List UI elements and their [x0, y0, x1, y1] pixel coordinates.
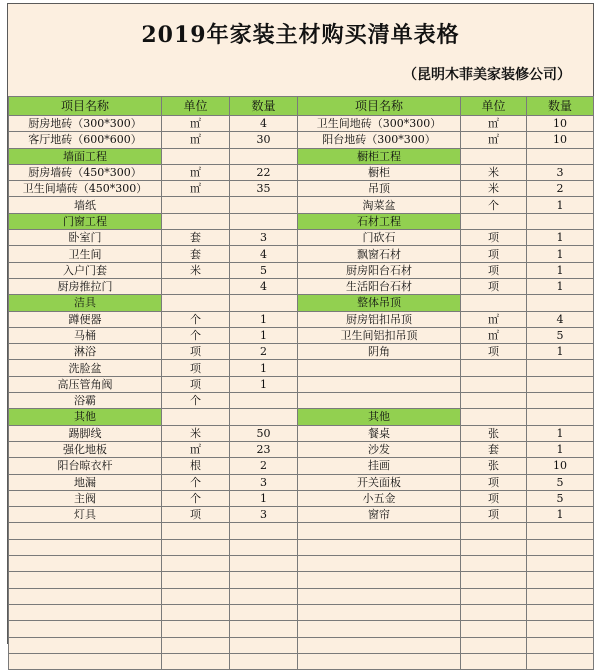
- table-cell[interactable]: 卫生间地砖（300*300）: [298, 116, 461, 132]
- table-cell[interactable]: 厨房地砖（300*300）: [9, 116, 162, 132]
- table-cell[interactable]: [527, 213, 594, 229]
- table-cell[interactable]: [162, 637, 230, 653]
- table-cell[interactable]: [461, 360, 527, 376]
- table-cell[interactable]: 吊顶: [298, 181, 461, 197]
- table-cell[interactable]: 沙发: [298, 441, 461, 457]
- table-row: [9, 507, 594, 523]
- table-row: [9, 409, 594, 425]
- table-row: [9, 311, 594, 327]
- table-cell[interactable]: 米: [162, 425, 230, 441]
- table-row: [9, 653, 594, 669]
- table-cell[interactable]: 卫生间铝扣吊顶: [298, 327, 461, 343]
- table-row: [9, 132, 594, 148]
- table-cell[interactable]: [461, 393, 527, 409]
- table-cell[interactable]: [298, 376, 461, 392]
- table-cell[interactable]: [298, 556, 461, 572]
- table-cell[interactable]: 1: [527, 507, 594, 523]
- table-cell[interactable]: 阳台晾衣杆: [9, 458, 162, 474]
- table-cell[interactable]: 淋浴: [9, 344, 162, 360]
- table-cell[interactable]: 套: [461, 441, 527, 457]
- table-cell[interactable]: [298, 621, 461, 637]
- table-row: [9, 344, 594, 360]
- table-row: [9, 474, 594, 490]
- table-cell[interactable]: [461, 556, 527, 572]
- table-cell[interactable]: [230, 197, 298, 213]
- table-cell[interactable]: 4: [230, 116, 298, 132]
- section-header-cell[interactable]: 门窗工程: [9, 213, 162, 229]
- table-row: [9, 556, 594, 572]
- table-cell[interactable]: [230, 295, 298, 311]
- table-cell[interactable]: [298, 393, 461, 409]
- table-cell[interactable]: [230, 637, 298, 653]
- section-header-cell[interactable]: 橱柜工程: [298, 148, 461, 164]
- table-row: [9, 164, 594, 180]
- table-cell[interactable]: 1: [527, 344, 594, 360]
- table-cell[interactable]: [527, 376, 594, 392]
- table-row: [9, 295, 594, 311]
- table-cell[interactable]: 项: [162, 376, 230, 392]
- table-cell[interactable]: 厨房推拉门: [9, 278, 162, 294]
- section-header-cell[interactable]: 洁具: [9, 295, 162, 311]
- table-cell[interactable]: 强化地板: [9, 441, 162, 457]
- table-cell[interactable]: 项: [162, 344, 230, 360]
- table-cell[interactable]: 30: [230, 132, 298, 148]
- table-cell[interactable]: [527, 637, 594, 653]
- table-cell[interactable]: 卫生间墙砖（450*300）: [9, 181, 162, 197]
- table-cell[interactable]: 5: [527, 490, 594, 506]
- table-cell[interactable]: [230, 572, 298, 588]
- table-cell[interactable]: [162, 295, 230, 311]
- table-cell[interactable]: 1: [230, 376, 298, 392]
- table-cell[interactable]: 米: [461, 164, 527, 180]
- table-row: [9, 327, 594, 343]
- header-cell[interactable]: 项目名称: [9, 97, 162, 116]
- table-cell[interactable]: 个: [162, 393, 230, 409]
- table-cell[interactable]: 蹲便器: [9, 311, 162, 327]
- table-cell[interactable]: 2: [527, 181, 594, 197]
- table-cell[interactable]: [230, 213, 298, 229]
- table-cell[interactable]: ㎡: [461, 311, 527, 327]
- table-cell[interactable]: [162, 539, 230, 555]
- table-cell[interactable]: 根: [162, 458, 230, 474]
- table-cell[interactable]: 1: [230, 490, 298, 506]
- table-cell[interactable]: 1: [527, 262, 594, 278]
- table-cell[interactable]: [527, 523, 594, 539]
- table-cell[interactable]: [298, 653, 461, 669]
- table-cell[interactable]: [9, 572, 162, 588]
- table-row: [9, 262, 594, 278]
- table-cell[interactable]: [461, 637, 527, 653]
- table-cell[interactable]: 1: [230, 311, 298, 327]
- section-header-cell[interactable]: 其他: [298, 409, 461, 425]
- header-cell[interactable]: 单位: [461, 97, 527, 116]
- table-cell[interactable]: 1: [527, 278, 594, 294]
- table-cell[interactable]: 浴霸: [9, 393, 162, 409]
- table-row: [9, 458, 594, 474]
- table-cell[interactable]: 项: [461, 230, 527, 246]
- table-cell[interactable]: [527, 556, 594, 572]
- table-cell[interactable]: 张: [461, 458, 527, 474]
- table-cell[interactable]: 1: [527, 197, 594, 213]
- table-cell[interactable]: [461, 588, 527, 604]
- table-cell[interactable]: [461, 148, 527, 164]
- table-cell[interactable]: [162, 556, 230, 572]
- table-row: [9, 539, 594, 555]
- table-cell[interactable]: [9, 539, 162, 555]
- table-cell[interactable]: [527, 148, 594, 164]
- table-cell[interactable]: 踢脚线: [9, 425, 162, 441]
- sheet-subtitle: （昆明木菲美家装修公司）: [403, 67, 571, 83]
- table-cell[interactable]: 挂画: [298, 458, 461, 474]
- table-cell[interactable]: 墙纸: [9, 197, 162, 213]
- table-cell[interactable]: 10: [527, 458, 594, 474]
- table-cell[interactable]: 1: [230, 327, 298, 343]
- table-cell[interactable]: 客厅地砖（600*600）: [9, 132, 162, 148]
- table-cell[interactable]: ㎡: [162, 181, 230, 197]
- table-row: [9, 425, 594, 441]
- table-cell[interactable]: [162, 148, 230, 164]
- table-row: [9, 490, 594, 506]
- table-cell[interactable]: 阳台地砖（300*300）: [298, 132, 461, 148]
- table-cell[interactable]: [230, 393, 298, 409]
- table-row: [9, 523, 594, 539]
- table-cell[interactable]: 洗脸盆: [9, 360, 162, 376]
- table-cell[interactable]: 套: [162, 230, 230, 246]
- table-cell[interactable]: 项: [461, 474, 527, 490]
- table-cell[interactable]: [298, 523, 461, 539]
- table-row: [9, 278, 594, 294]
- table-cell[interactable]: [230, 556, 298, 572]
- table-cell[interactable]: 橱柜: [298, 164, 461, 180]
- table-cell[interactable]: 开关面板: [298, 474, 461, 490]
- table-row: [9, 393, 594, 409]
- table-cell[interactable]: 餐桌: [298, 425, 461, 441]
- section-header-cell[interactable]: 其他: [9, 409, 162, 425]
- section-header-cell[interactable]: 整体吊顶: [298, 295, 461, 311]
- table-cell[interactable]: 个: [162, 474, 230, 490]
- table-cell[interactable]: [230, 588, 298, 604]
- table-cell[interactable]: [162, 621, 230, 637]
- table-cell[interactable]: 5: [230, 262, 298, 278]
- table-cell[interactable]: 个: [162, 311, 230, 327]
- table-cell[interactable]: 个: [461, 197, 527, 213]
- table-cell[interactable]: [162, 197, 230, 213]
- table-cell[interactable]: [527, 409, 594, 425]
- section-header-cell[interactable]: 墙面工程: [9, 148, 162, 164]
- table-cell[interactable]: [461, 376, 527, 392]
- table-cell[interactable]: 个: [162, 327, 230, 343]
- table-cell[interactable]: [461, 539, 527, 555]
- table-cell[interactable]: [9, 604, 162, 620]
- table-cell[interactable]: ㎡: [162, 132, 230, 148]
- table-cell[interactable]: [230, 148, 298, 164]
- table-cell[interactable]: [230, 523, 298, 539]
- table-cell[interactable]: 10: [527, 116, 594, 132]
- table-cell[interactable]: 3: [230, 507, 298, 523]
- table-cell[interactable]: ㎡: [162, 116, 230, 132]
- table-cell[interactable]: 项: [162, 360, 230, 376]
- table-cell[interactable]: [230, 653, 298, 669]
- table-cell[interactable]: 3: [527, 164, 594, 180]
- table-row: [9, 181, 594, 197]
- table-cell[interactable]: 地漏: [9, 474, 162, 490]
- table-cell[interactable]: [230, 539, 298, 555]
- table-cell[interactable]: 5: [527, 474, 594, 490]
- table-cell[interactable]: [230, 621, 298, 637]
- table-row: [9, 572, 594, 588]
- table-cell[interactable]: 个: [162, 490, 230, 506]
- table-cell[interactable]: 厨房阳台石材: [298, 262, 461, 278]
- table-cell[interactable]: 50: [230, 425, 298, 441]
- header-row: [9, 97, 594, 116]
- table-row: [9, 213, 594, 229]
- table-cell[interactable]: [527, 653, 594, 669]
- table-cell[interactable]: 项: [162, 507, 230, 523]
- table-cell[interactable]: 4: [230, 246, 298, 262]
- table-cell[interactable]: ㎡: [461, 327, 527, 343]
- table-cell[interactable]: 高压管角阀: [9, 376, 162, 392]
- table-cell[interactable]: [162, 523, 230, 539]
- table-cell[interactable]: 4: [527, 311, 594, 327]
- table-cell[interactable]: 马桶: [9, 327, 162, 343]
- table-cell[interactable]: [461, 653, 527, 669]
- table-row: [9, 197, 594, 213]
- table-cell[interactable]: [527, 295, 594, 311]
- table-cell[interactable]: [461, 295, 527, 311]
- table-cell[interactable]: 项: [461, 262, 527, 278]
- table-cell[interactable]: [9, 621, 162, 637]
- table-cell[interactable]: 35: [230, 181, 298, 197]
- table-cell[interactable]: 22: [230, 164, 298, 180]
- header-cell[interactable]: 项目名称: [298, 97, 461, 116]
- table-cell[interactable]: [298, 588, 461, 604]
- table-cell[interactable]: 阴角: [298, 344, 461, 360]
- table-cell[interactable]: [9, 653, 162, 669]
- table-cell[interactable]: [298, 360, 461, 376]
- table-cell[interactable]: ㎡: [162, 164, 230, 180]
- table-cell[interactable]: [527, 604, 594, 620]
- table-cell[interactable]: 小五金: [298, 490, 461, 506]
- table-cell[interactable]: [162, 213, 230, 229]
- table-cell[interactable]: 生活阳台石材: [298, 278, 461, 294]
- table-cell[interactable]: [527, 539, 594, 555]
- table-cell[interactable]: 张: [461, 425, 527, 441]
- table-row: [9, 604, 594, 620]
- table-cell[interactable]: 厨房铝扣吊顶: [298, 311, 461, 327]
- table-cell[interactable]: [527, 393, 594, 409]
- table-row: [9, 148, 594, 164]
- table-cell[interactable]: 入户门套: [9, 262, 162, 278]
- table-row: [9, 588, 594, 604]
- section-header-cell[interactable]: 石材工程: [298, 213, 461, 229]
- table-cell[interactable]: 项: [461, 278, 527, 294]
- table-cell[interactable]: [461, 523, 527, 539]
- table-cell[interactable]: [230, 409, 298, 425]
- table-cell[interactable]: 米: [162, 262, 230, 278]
- table-cell[interactable]: 1: [527, 425, 594, 441]
- table-cell[interactable]: 灯具: [9, 507, 162, 523]
- table-cell[interactable]: 窗帘: [298, 507, 461, 523]
- header-cell[interactable]: 数量: [230, 97, 298, 116]
- table-cell[interactable]: ㎡: [461, 132, 527, 148]
- table-row: [9, 621, 594, 637]
- table-cell[interactable]: 1: [527, 441, 594, 457]
- table-cell[interactable]: [9, 523, 162, 539]
- table-cell[interactable]: 5: [527, 327, 594, 343]
- sheet-title: 2019年家装主材购买清单表格: [141, 22, 460, 48]
- table-cell[interactable]: 项: [461, 344, 527, 360]
- table-cell[interactable]: 厨房墙砖（450*300）: [9, 164, 162, 180]
- table-cell[interactable]: ㎡: [461, 116, 527, 132]
- table-cell[interactable]: [298, 637, 461, 653]
- table-cell[interactable]: 3: [230, 230, 298, 246]
- table-cell[interactable]: 卧室门: [9, 230, 162, 246]
- table-cell[interactable]: 1: [527, 246, 594, 262]
- table-cell[interactable]: 飘窗石材: [298, 246, 461, 262]
- table-row: [9, 376, 594, 392]
- header-cell[interactable]: 数量: [527, 97, 594, 116]
- table-row: [9, 360, 594, 376]
- table-cell[interactable]: [298, 572, 461, 588]
- table-cell[interactable]: [461, 604, 527, 620]
- table-cell[interactable]: 4: [230, 278, 298, 294]
- table-cell[interactable]: [298, 539, 461, 555]
- materials-table: [8, 96, 594, 670]
- spreadsheet: [7, 3, 594, 644]
- table-row: [9, 116, 594, 132]
- table-cell[interactable]: [162, 572, 230, 588]
- table-cell[interactable]: [461, 572, 527, 588]
- table-cell[interactable]: ㎡: [162, 441, 230, 457]
- header-cell[interactable]: 单位: [162, 97, 230, 116]
- table-cell[interactable]: 卫生间: [9, 246, 162, 262]
- table-row: [9, 246, 594, 262]
- table-cell[interactable]: 米: [461, 181, 527, 197]
- table-cell[interactable]: 项: [461, 507, 527, 523]
- table-cell[interactable]: 门砍石: [298, 230, 461, 246]
- table-cell[interactable]: 2: [230, 344, 298, 360]
- table-row: [9, 230, 594, 246]
- table-cell[interactable]: [461, 409, 527, 425]
- table-cell[interactable]: [527, 588, 594, 604]
- table-cell[interactable]: 23: [230, 441, 298, 457]
- table-cell[interactable]: [9, 588, 162, 604]
- table-cell[interactable]: [527, 360, 594, 376]
- table-cell[interactable]: 10: [527, 132, 594, 148]
- table-cell[interactable]: 套: [162, 246, 230, 262]
- table-cell[interactable]: [461, 213, 527, 229]
- table-cell[interactable]: 2: [230, 458, 298, 474]
- table-cell[interactable]: 项: [461, 246, 527, 262]
- table-cell[interactable]: 项: [461, 490, 527, 506]
- table-cell[interactable]: [9, 556, 162, 572]
- table-cell[interactable]: [162, 278, 230, 294]
- table-cell[interactable]: 主阀: [9, 490, 162, 506]
- table-cell[interactable]: 1: [230, 360, 298, 376]
- table-row: [9, 441, 594, 457]
- table-cell[interactable]: [527, 572, 594, 588]
- table-cell[interactable]: [162, 653, 230, 669]
- table-cell[interactable]: [461, 621, 527, 637]
- table-row: [9, 637, 594, 653]
- table-cell[interactable]: [298, 604, 461, 620]
- table-cell[interactable]: [230, 604, 298, 620]
- table-cell[interactable]: [162, 409, 230, 425]
- table-cell[interactable]: [162, 604, 230, 620]
- table-cell[interactable]: [162, 588, 230, 604]
- table-cell[interactable]: [527, 621, 594, 637]
- table-cell[interactable]: 淘菜盆: [298, 197, 461, 213]
- table-cell[interactable]: 3: [230, 474, 298, 490]
- table-cell[interactable]: 1: [527, 230, 594, 246]
- table-cell[interactable]: [9, 637, 162, 653]
